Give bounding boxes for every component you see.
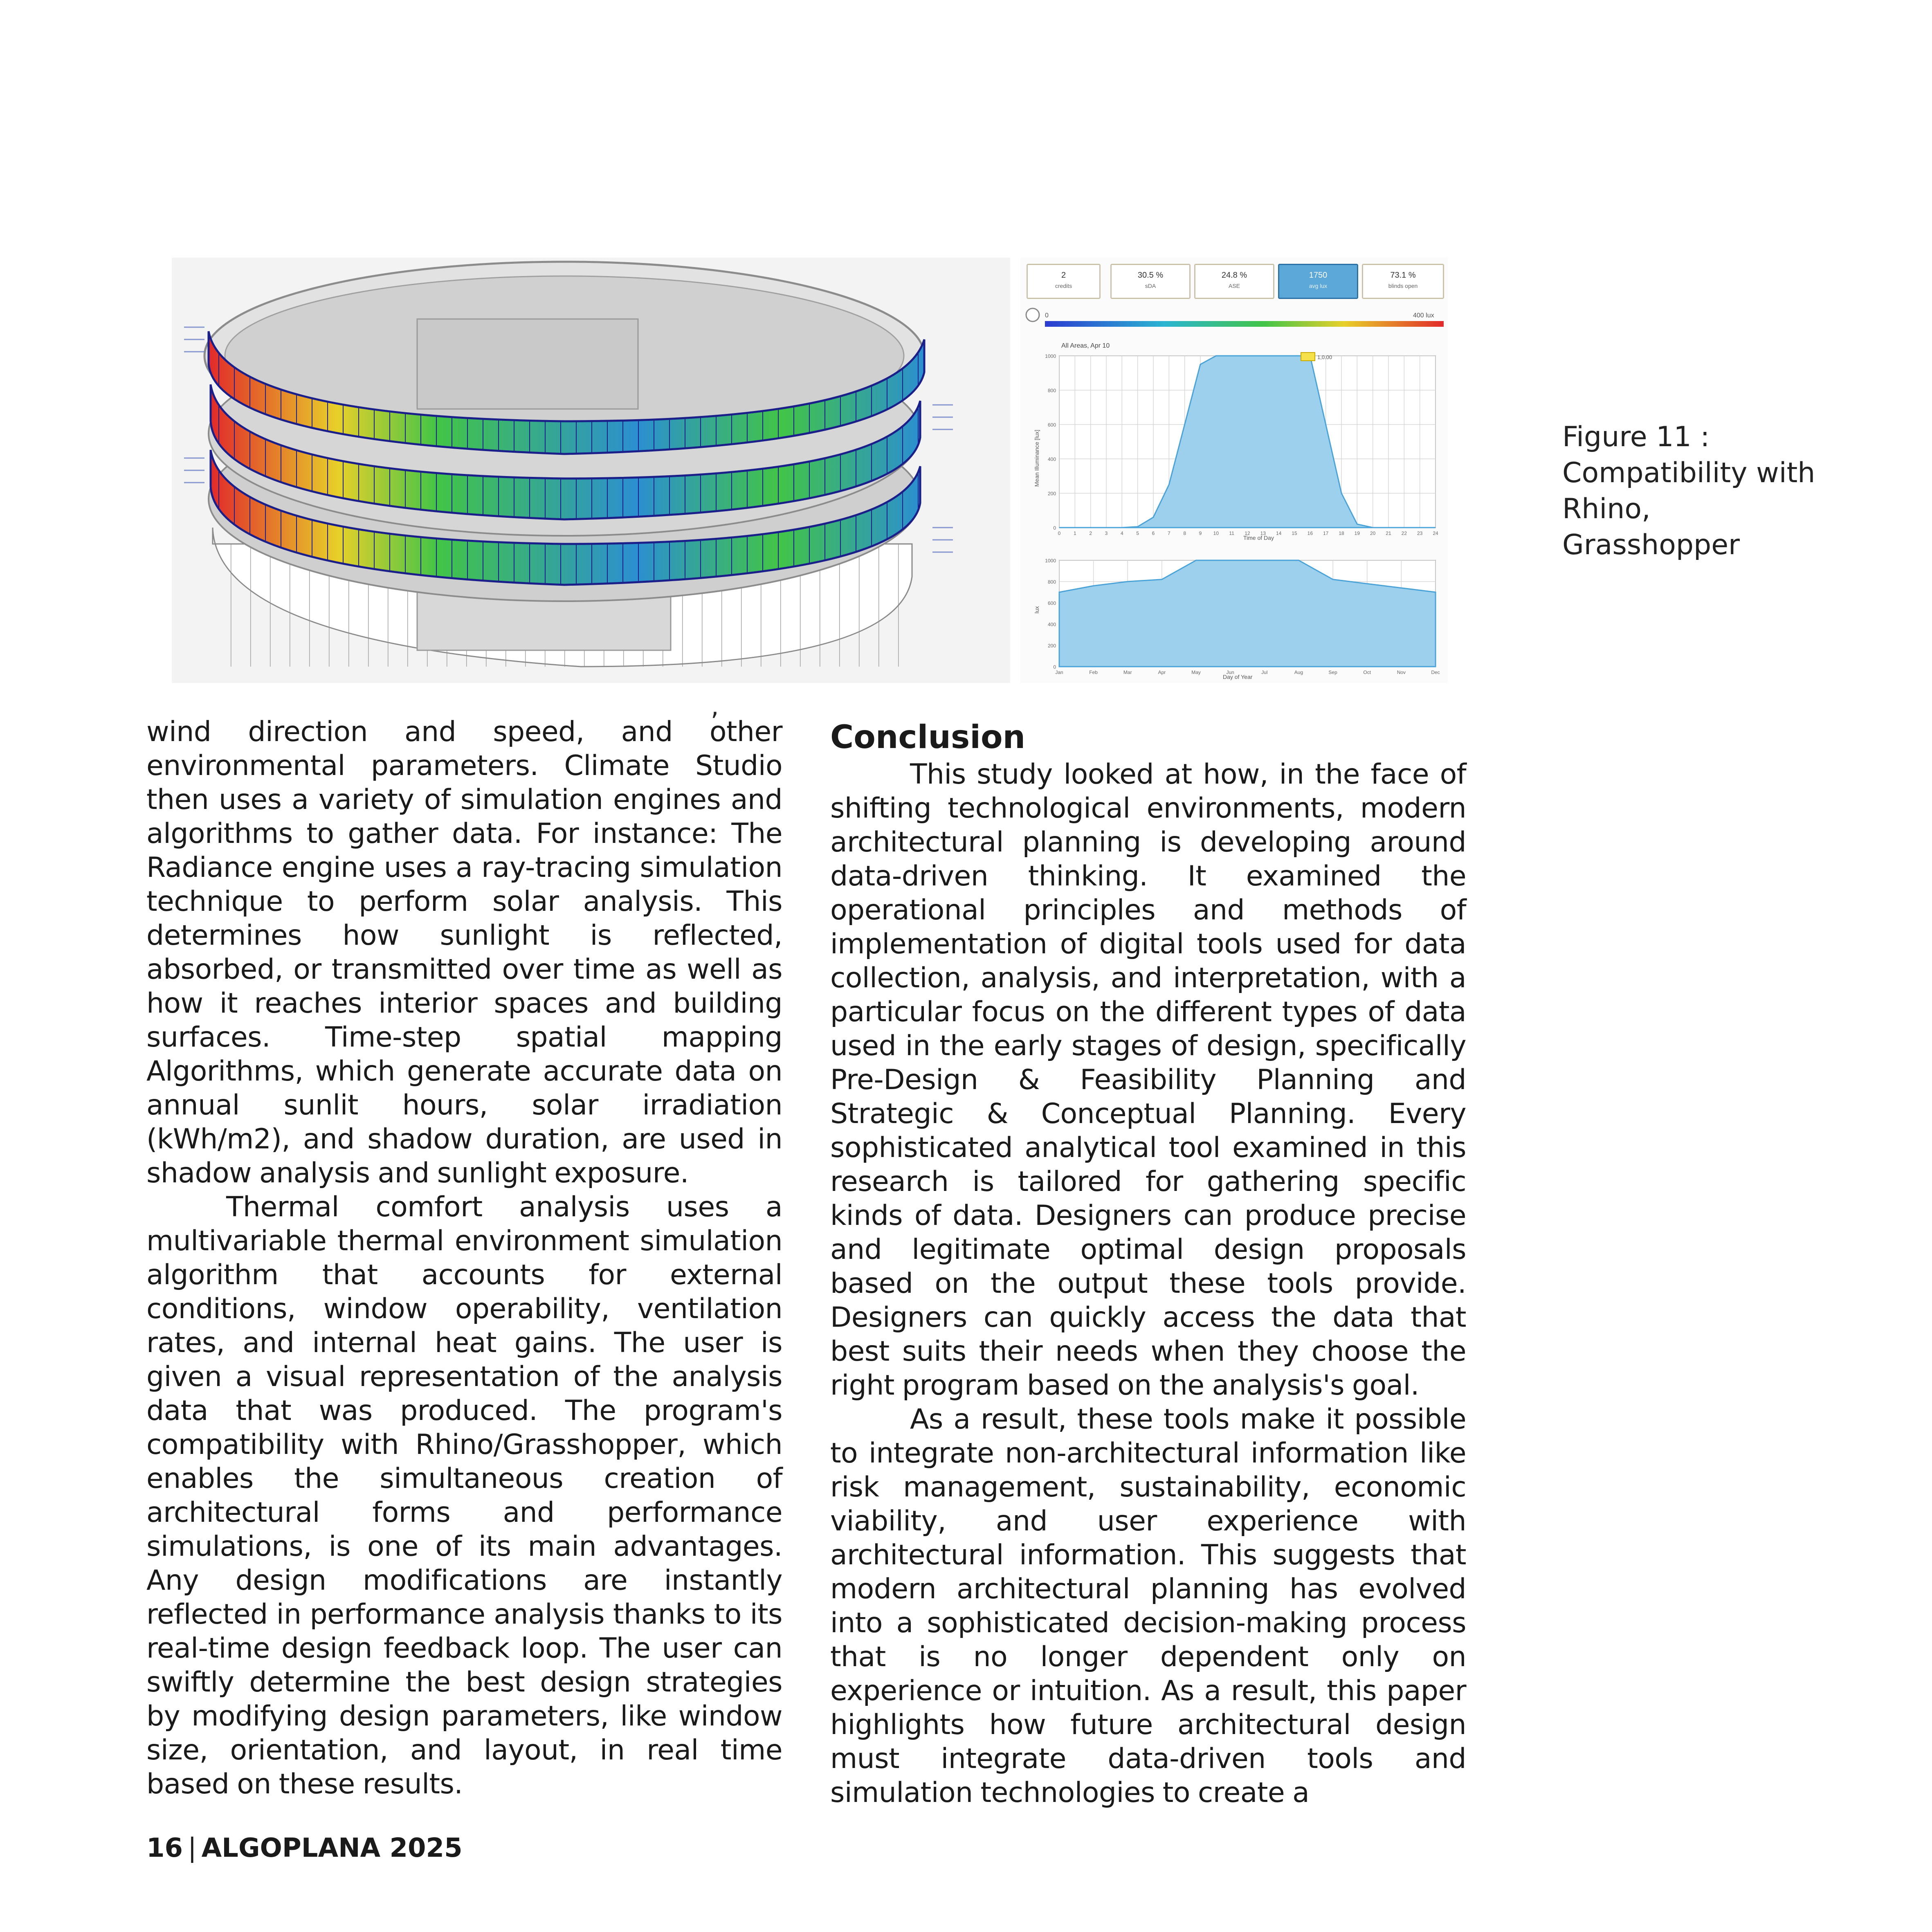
kpi-label: ASE <box>1228 283 1240 289</box>
chart-bottom-ylabel: lux <box>1033 606 1040 613</box>
y-tick-label: 600 <box>1047 422 1056 428</box>
chart-bottom-xlabel: Day of Year <box>1223 674 1253 680</box>
analysis-panel <box>1020 258 1448 683</box>
x-tick-label: 16 <box>1307 530 1313 536</box>
caption-line: Grasshopper <box>1562 529 1740 561</box>
x-tick-label: 22 <box>1401 530 1407 536</box>
publication-name: ALGOPLANA 2025 <box>201 1833 463 1863</box>
x-tick-label: Oct <box>1363 669 1371 675</box>
x-tick-label: 21 <box>1386 530 1391 536</box>
y-tick-label: 800 <box>1047 579 1056 585</box>
scale-max-label: 400 lux <box>1413 312 1434 319</box>
x-tick-label: Nov <box>1397 669 1406 675</box>
y-tick-label: 200 <box>1047 491 1056 496</box>
annual-illuminance-chart <box>1045 558 1440 675</box>
y-tick-label: 0 <box>1053 664 1056 670</box>
x-tick-label: 10 <box>1213 530 1219 536</box>
x-tick-label: 6 <box>1152 530 1155 536</box>
chart-top-title: All Areas, Apr 10 <box>1061 342 1110 349</box>
y-tick-label: 400 <box>1047 456 1056 462</box>
y-tick-label: 200 <box>1047 643 1056 649</box>
kpi-value: 2 <box>1061 271 1066 280</box>
figure-caption <box>1562 419 1849 563</box>
x-tick-label: 14 <box>1276 530 1282 536</box>
x-tick-label: 13 <box>1260 530 1266 536</box>
x-tick-label: 24 <box>1433 530 1438 536</box>
x-tick-label: Aug <box>1294 669 1303 675</box>
body-paragraph: As a result, these tools make it possible to integrate non-architectural information like risk management, sustainability, economic viability, and user experience with architectural information. This suggests that modern architectural planning has evolved into a sophisticated decision-making process that is no longer dependent only on experience or intuition. As a result, this paper highlights how future architectural design must integrate data-driven tools and simulation technologies to create a <box>830 1403 1466 1809</box>
x-tick-label: Feb <box>1089 669 1098 675</box>
x-tick-label: 2 <box>1089 530 1092 536</box>
scale-min-label: 0 <box>1045 312 1049 319</box>
color-scale-icon[interactable] <box>1026 308 1039 321</box>
y-tick-label: 800 <box>1047 388 1056 393</box>
kpi-label: credits <box>1055 283 1072 289</box>
x-tick-label: 3 <box>1105 530 1108 536</box>
x-tick-label: Jun <box>1226 669 1234 675</box>
chart-top-xlabel: Time of Day <box>1243 535 1274 541</box>
x-tick-label: 18 <box>1339 530 1344 536</box>
daily-illuminance-chart <box>1045 353 1438 536</box>
kpi-value: 1750 <box>1309 271 1328 280</box>
footer-separator: | <box>188 1833 197 1863</box>
page-number: 16 <box>146 1833 183 1863</box>
body-paragraph: wind direction and speed, and other environmental parameters. Climate Studio then uses a variety of simulation engines and algorithms to gather data. For instance: The Radiance engine uses a ray-tracing simulation technique to perform solar analysis. This determines how sunlight is reflected, absorbed, or transmitted over time as well as how it reaches interior spaces and building surfaces. Time-step spatial mapping Algorithms, which generate accurate data on annual sunlit hours, solar irradiation (kWh/m2), and shadow duration, are used in shadow analysis and sunlight exposure. <box>146 716 782 1189</box>
y-tick-label: 600 <box>1047 600 1056 606</box>
x-tick-label: 23 <box>1417 530 1423 536</box>
section-heading: Conclusion <box>830 719 1026 756</box>
x-tick-label: Mar <box>1123 669 1132 675</box>
color-scale-bar <box>1045 321 1444 327</box>
peak-marker[interactable] <box>1301 353 1315 361</box>
x-tick-label: 19 <box>1354 530 1360 536</box>
body-paragraph: Thermal comfort analysis uses a multivariable thermal environment simulation algorithm that accounts for external conditions, window operability, ventilation rates, and internal heat gains. The user is given a visual representation of the analysis data that was produced. The program's compatibility with Rhino/Grasshopper, which enables the simultaneous creation of architectural forms and performance simulations, is one of its main advantages. Any design modifications are instantly reflected in performance analysis thanks to its real-time design feedback loop. The user can swiftly determine the best design strategies by modifying design parameters, like window size, orientation, and layout, in real time based on these results. <box>146 1191 782 1800</box>
x-tick-label: Apr <box>1158 669 1166 675</box>
x-tick-label: 17 <box>1323 530 1329 536</box>
y-tick-label: 0 <box>1053 525 1056 531</box>
kpi-value: 30.5 % <box>1137 271 1164 280</box>
x-tick-label: 8 <box>1183 530 1186 536</box>
page-footer <box>146 1833 463 1863</box>
chart-top-ylabel: Mean Illuminance [lux] <box>1033 429 1040 487</box>
x-tick-label: Jan <box>1055 669 1063 675</box>
y-tick-label: 400 <box>1047 622 1056 627</box>
kpi-label: avg lux <box>1309 283 1328 289</box>
kpi-label: blinds open <box>1388 283 1418 289</box>
x-tick-label: 1 <box>1073 530 1076 536</box>
caption-line: Compatibility with <box>1562 457 1815 489</box>
y-tick-label: 1000 <box>1045 353 1056 359</box>
body-paragraph: This study looked at how, in the face of shifting technological environments, modern architectural planning is developing around data-driven thinking. It examined the operational principles and methods of implementation of digital tools used for data collection, analysis, and interpretation, with a particular focus on the different types of data used in the early stages of design, specifically Pre-Design & Feasibility Planning and Strategic & Conceptual Planning. Every sophisticated analytical tool examined in this research is tailored for gathering specific kinds of data. Designers can produce precise and legitimate optimal design proposals based on the output these tools provide. Designers can quickly access the data that best suits their needs when they choose the right program based on the analysis's goal. <box>830 758 1466 1402</box>
left-column <box>146 715 782 1801</box>
x-tick-label: 15 <box>1292 530 1297 536</box>
x-tick-label: 4 <box>1120 530 1123 536</box>
kpi-value: 24.8 % <box>1221 271 1247 280</box>
x-tick-label: May <box>1191 669 1201 675</box>
x-tick-label: 7 <box>1167 530 1170 536</box>
y-tick-label: 1000 <box>1045 558 1056 564</box>
caption-line: Figure 11 : <box>1562 421 1710 453</box>
x-tick-label: Jul <box>1261 669 1268 675</box>
caption-line: Rhino, <box>1562 493 1651 525</box>
x-tick-label: Dec <box>1431 669 1440 675</box>
x-tick-label: 0 <box>1058 530 1061 536</box>
x-tick-label: 9 <box>1199 530 1202 536</box>
x-tick-label: 20 <box>1370 530 1376 536</box>
right-column <box>830 719 1466 1810</box>
x-tick-label: 5 <box>1136 530 1139 536</box>
building-render <box>172 258 1010 683</box>
building-render-svg <box>172 258 1010 683</box>
x-tick-label: 11 <box>1229 530 1234 536</box>
analysis-charts <box>1020 258 1448 683</box>
x-tick-label: 12 <box>1245 530 1250 536</box>
stray-mark: , <box>711 691 719 721</box>
x-tick-label: Sep <box>1328 669 1337 675</box>
kpi-label: sDA <box>1145 283 1156 289</box>
peak-marker-label: 1,0.00 <box>1317 354 1332 360</box>
kpi-value: 73.1 % <box>1390 271 1416 280</box>
